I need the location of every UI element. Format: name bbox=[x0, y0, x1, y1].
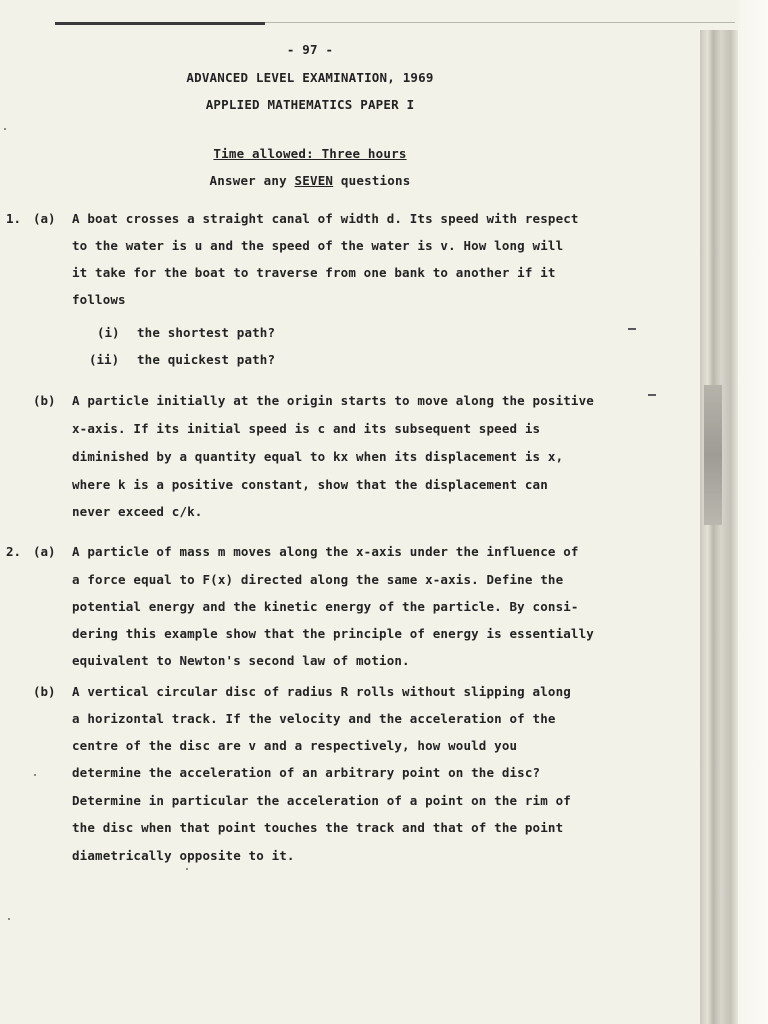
question-line: A boat crosses a straight canal of width d. Its speed with respect bbox=[72, 211, 579, 226]
question-line: determine the acceleration of an arbitrary point on the disc? bbox=[72, 765, 541, 780]
part-label: (b) bbox=[33, 393, 56, 408]
question-line: a force equal to F(x) directed along the same x-axis. Define the bbox=[72, 572, 564, 587]
question-line: A vertical circular disc of radius R rolls without slipping along bbox=[72, 684, 571, 699]
question-line: follows bbox=[72, 292, 126, 307]
instruction-emphasis: SEVEN bbox=[294, 173, 334, 188]
exam-title: ADVANCED LEVEL EXAMINATION, 1969 bbox=[186, 70, 434, 85]
question-line: it take for the boat to traverse from one bank to another if it bbox=[72, 265, 556, 280]
question-number: 1. bbox=[6, 211, 22, 226]
scan-speck bbox=[34, 774, 36, 776]
question-number: 2. bbox=[6, 544, 22, 559]
question-line: equivalent to Newton's second law of motion. bbox=[72, 653, 410, 668]
scan-speck bbox=[186, 868, 188, 870]
margin-mark bbox=[648, 394, 656, 396]
instruction-prefix: Answer any bbox=[209, 173, 295, 188]
subpart-text: the quickest path? bbox=[137, 352, 276, 367]
subpart-label: (ii) bbox=[89, 352, 120, 367]
question-line: the disc when that point touches the track and that of the point bbox=[72, 820, 564, 835]
question-line: to the water is u and the speed of the water is v. How long will bbox=[72, 238, 564, 253]
margin-mark bbox=[628, 328, 636, 330]
question-line: never exceed c/k. bbox=[72, 504, 203, 519]
part-label: (a) bbox=[33, 544, 56, 559]
question-line: centre of the disc are v and a respectively, how would you bbox=[72, 738, 518, 753]
instruction-suffix: questions bbox=[333, 173, 411, 188]
question-line: A particle initially at the origin starts to move along the positive bbox=[72, 393, 594, 408]
instruction bbox=[0, 173, 620, 188]
next-page-edge bbox=[738, 0, 768, 1024]
binding-shadow bbox=[704, 385, 722, 525]
time-allowed: Time allowed: Three hours bbox=[213, 146, 407, 161]
question-line: diminished by a quantity equal to kx when its displacement is x, bbox=[72, 449, 564, 464]
paper-title: APPLIED MATHEMATICS PAPER I bbox=[205, 97, 415, 112]
subpart-text: the shortest path? bbox=[137, 325, 276, 340]
scan-speck bbox=[8, 918, 10, 920]
question-line: where k is a positive constant, show that the displacement can bbox=[72, 477, 548, 492]
question-line: dering this example show that the principle of energy is essentially bbox=[72, 626, 594, 641]
question-line: potential energy and the kinetic energy of the particle. By consi- bbox=[72, 599, 579, 614]
page-number: - 97 - bbox=[286, 42, 334, 57]
part-label: (a) bbox=[33, 211, 56, 226]
subpart-label: (i) bbox=[97, 325, 120, 340]
top-rule bbox=[55, 22, 265, 25]
question-line: A particle of mass m moves along the x-axis under the influence of bbox=[72, 544, 579, 559]
part-label: (b) bbox=[33, 684, 56, 699]
question-line: Determine in particular the acceleration of a point on the rim of bbox=[72, 793, 571, 808]
question-line: x-axis. If its initial speed is c and its subsequent speed is bbox=[72, 421, 541, 436]
question-line: diametrically opposite to it. bbox=[72, 848, 295, 863]
binding-edge bbox=[700, 30, 738, 1024]
scan-speck bbox=[4, 128, 6, 130]
top-rule-faint bbox=[265, 22, 735, 23]
question-line: a horizontal track. If the velocity and the acceleration of the bbox=[72, 711, 556, 726]
